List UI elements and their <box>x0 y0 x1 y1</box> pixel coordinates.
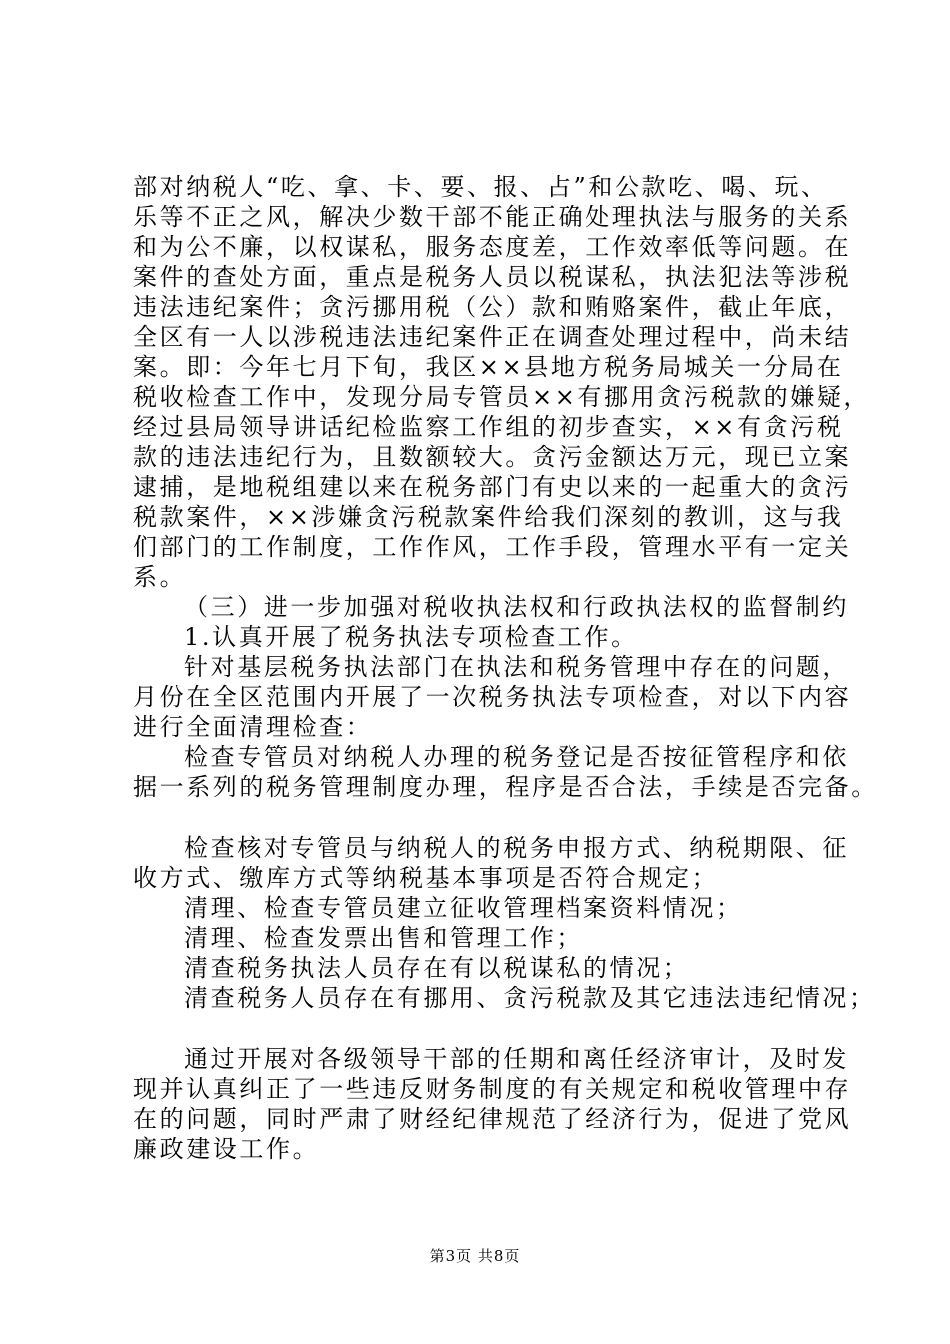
text-line: 收方式、缴库方式等纳税基本事项是否符合规定； <box>133 864 719 892</box>
text-line: 们部门的工作制度，工作作风，工作手段，管理水平有一定关 <box>133 533 852 561</box>
text-line: 据一系列的税务管理制度办理，程序是否合法，手续是否完备。 <box>133 773 878 801</box>
text-line: 检查核对专管员与纳税人的税务申报方式、纳税期限、征 <box>184 834 849 862</box>
text-line: 系。 <box>133 563 187 591</box>
subsection-heading: 1.认真开展了税务执法专项检查工作。 <box>184 623 638 651</box>
text-line: 清查税务人员存在有挪用、贪污税款及其它违法违纪情况； <box>184 984 876 1012</box>
text-line: 清查税务执法人员存在有以税谋私的情况； <box>184 954 690 982</box>
text-line: 款的违法违纪行为，且数额较大。贪污金额达万元，现已立案 <box>133 443 852 471</box>
text-line: 清理、检查专管员建立征收管理档案资料情况； <box>184 894 743 922</box>
text-line: 经过县局领导讲话纪检监察工作组的初步查实，××有贪污税 <box>133 413 844 441</box>
text-line: 税款案件，××涉嫌贪污税款案件给我们深刻的教训，这与我 <box>133 503 844 531</box>
text-line: 案件的查处方面，重点是税务人员以税谋私，执法犯法等涉税 <box>133 263 852 291</box>
text-line: 通过开展对各级领导干部的任期和离任经济审计，及时发 <box>184 1045 849 1073</box>
text-line: 月份在全区范围内开展了一次税务执法专项检查，对以下内容 <box>133 683 852 711</box>
page-number-footer: 第3页 共8页 <box>429 1247 521 1265</box>
text-line: 税收检查工作中，发现分局专管员××有挪用贪污税款的嫌疑， <box>133 383 871 411</box>
text-line: 廉政建设工作。 <box>133 1135 320 1163</box>
section-heading: （三）进一步加强对税收执法权和行政执法权的监督制约 <box>184 593 849 621</box>
text-line: 清理、检查发票出售和管理工作； <box>184 924 583 952</box>
text-line: 检查专管员对纳税人办理的税务登记是否按征管程序和依 <box>184 743 849 771</box>
text-line: 在的问题，同时严肃了财经纪律规范了经济行为，促进了党风 <box>133 1105 852 1133</box>
text-line: 和为公不廉，以权谋私，服务态度差，工作效率低等问题。在 <box>133 233 852 261</box>
text-line: 全区有一人以涉税违法违纪案件正在调查处理过程中，尚未结 <box>133 323 852 351</box>
text-line: 案。即：今年七月下旬，我区××县地方税务局城关一分局在 <box>133 353 844 381</box>
text-line: 针对基层税务执法部门在执法和税务管理中存在的问题， <box>184 653 849 681</box>
text-line: 现并认真纠正了一些违反财务制度的有关规定和税收管理中存 <box>133 1075 852 1103</box>
text-line: 进行全面清理检查： <box>133 713 373 741</box>
text-line: 逮捕，是地税组建以来在税务部门有史以来的一起重大的贪污 <box>133 473 852 501</box>
text-line: 部对纳税人“吃、拿、卡、要、报、占”和公款吃、喝、玩、 <box>133 173 828 201</box>
text-line: 违法违纪案件；贪污挪用税（公）款和贿赂案件，截止年底， <box>133 293 852 321</box>
text-line: 乐等不正之风，解决少数干部不能正确处理执法与服务的关系 <box>133 203 852 231</box>
